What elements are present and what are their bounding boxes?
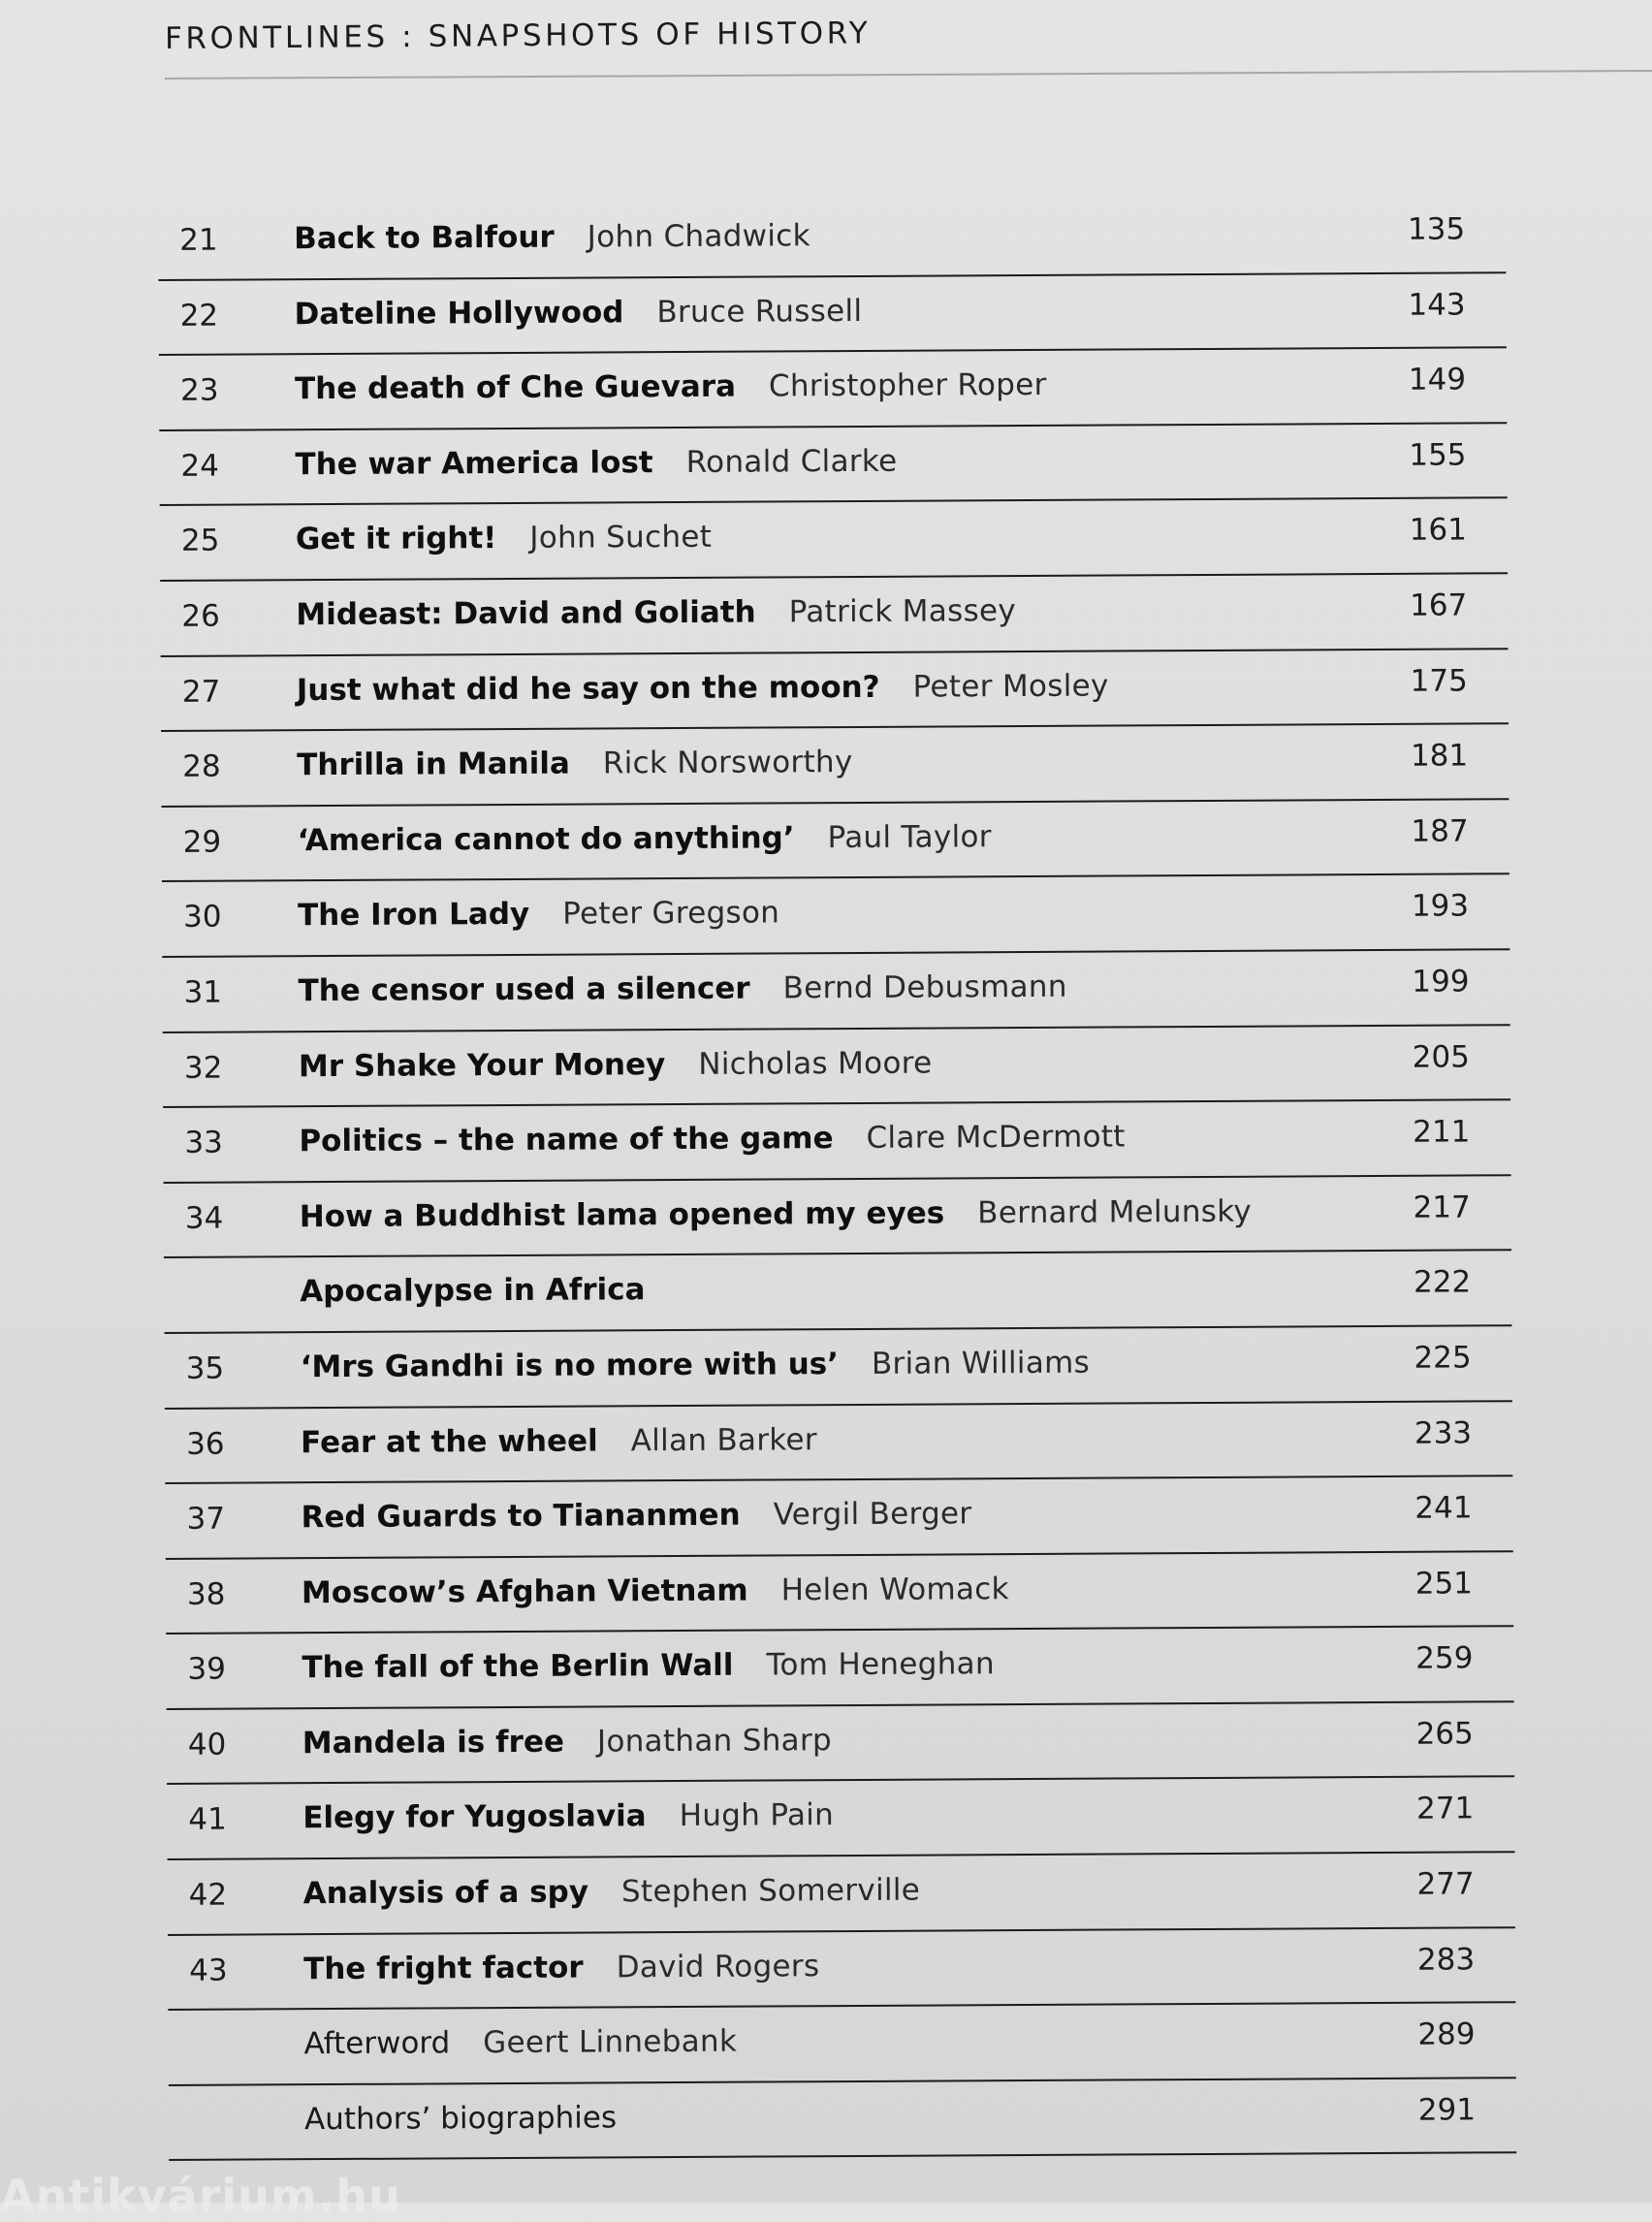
chapter-author: Geert Linnebank <box>483 2024 737 2060</box>
chapter-author: Patrick Massey <box>789 593 1017 629</box>
page-number: 175 <box>1410 663 1467 698</box>
toc-entry <box>298 896 779 934</box>
toc-entry <box>296 520 712 556</box>
chapter-author: Vergil Berger <box>774 1496 972 1532</box>
toc-row <box>168 1853 1515 1935</box>
chapter-author: Hugh Pain <box>680 1798 835 1834</box>
page-number: 155 <box>1409 437 1466 472</box>
toc-row <box>164 1176 1511 1258</box>
chapter-title: Just what did he say on the moon? <box>297 669 880 707</box>
table-of-contents <box>158 198 1516 2161</box>
toc-entry <box>295 294 863 332</box>
chapter-title: Politics – the name of the game <box>299 1121 833 1159</box>
toc-row <box>165 1402 1512 1484</box>
chapter-author: Brian Williams <box>872 1346 1090 1381</box>
toc-entry <box>304 2100 617 2137</box>
chapter-title: Mideast: David and Goliath <box>296 595 756 633</box>
chapter-number: 38 <box>187 1576 255 1611</box>
chapter-title: Dateline Hollywood <box>295 295 624 332</box>
chapter-author: Stephen Somerville <box>621 1873 920 1910</box>
chapter-title: Afterword <box>303 2026 450 2062</box>
chapter-author: David Rogers <box>617 1949 820 1984</box>
chapter-author: Rick Norsworthy <box>603 745 853 780</box>
chapter-title: Thrilla in Manila <box>297 746 570 783</box>
chapter-author: Christopher Roper <box>769 367 1047 404</box>
page-number: 265 <box>1416 1716 1474 1751</box>
chapter-number: 21 <box>179 222 247 257</box>
header-rule <box>165 70 1652 79</box>
page-number: 181 <box>1411 739 1468 774</box>
chapter-number: 43 <box>189 1952 257 1987</box>
toc-entry <box>300 1273 645 1310</box>
chapter-title: The censor used a silencer <box>298 971 749 1009</box>
page-number: 161 <box>1410 513 1467 548</box>
page-number: 225 <box>1414 1340 1471 1375</box>
chapter-author: Jonathan Sharp <box>597 1723 832 1759</box>
chapter-number: 22 <box>180 298 248 333</box>
toc-row <box>169 2079 1516 2161</box>
toc-row <box>167 1778 1514 1860</box>
chapter-author: Peter Gregson <box>562 896 779 932</box>
page-number: 222 <box>1414 1265 1471 1300</box>
toc-row <box>160 574 1508 656</box>
toc-row <box>162 950 1509 1032</box>
chapter-title: The war America lost <box>295 445 652 482</box>
toc-entry <box>297 745 853 782</box>
toc-entry <box>294 218 810 256</box>
page-number: 167 <box>1410 587 1467 622</box>
toc-entry <box>299 1045 933 1084</box>
chapter-number: 34 <box>185 1200 253 1235</box>
chapter-author: Helen Womack <box>781 1571 1009 1607</box>
chapter-author: Tom Heneghan <box>766 1646 995 1682</box>
chapter-title: Moscow’s Afghan Vietnam <box>302 1572 748 1610</box>
chapter-number: 26 <box>181 598 249 633</box>
toc-entry <box>298 969 1066 1008</box>
chapter-title: Mandela is free <box>302 1725 564 1762</box>
page-number: 289 <box>1417 2017 1475 2052</box>
toc-row <box>158 273 1506 356</box>
chapter-author: Bernd Debusmann <box>782 969 1066 1006</box>
page-number: 205 <box>1413 1039 1470 1074</box>
chapter-title: Elegy for Yugoslavia <box>302 1799 647 1836</box>
chapter-title: Red Guards to Tiananmen <box>301 1498 740 1536</box>
toc-row <box>160 499 1508 582</box>
page-number: 187 <box>1411 813 1468 848</box>
chapter-author: Nicholas Moore <box>698 1045 932 1081</box>
chapter-author: Paul Taylor <box>827 819 991 855</box>
chapter-author: Peter Mosley <box>913 668 1109 704</box>
page-number: 277 <box>1416 1867 1474 1902</box>
page-number: 211 <box>1413 1115 1470 1150</box>
toc-entry <box>295 444 897 482</box>
chapter-author: Bruce Russell <box>656 294 862 330</box>
page-number: 143 <box>1408 287 1465 322</box>
toc-entry <box>303 2024 737 2061</box>
chapter-title: ‘Mrs Gandhi is no more with us’ <box>301 1347 839 1384</box>
chapter-number: 31 <box>183 974 251 1009</box>
chapter-author: Bernard Melunsky <box>977 1193 1252 1230</box>
chapter-title: Mr Shake Your Money <box>299 1047 666 1084</box>
chapter-number: 32 <box>184 1050 252 1085</box>
page-number: 241 <box>1414 1491 1472 1526</box>
chapter-author: John Chadwick <box>588 218 810 254</box>
toc-row <box>159 424 1507 506</box>
chapter-number: 41 <box>188 1802 256 1837</box>
chapter-number: 35 <box>186 1350 254 1385</box>
toc-entry <box>299 1120 1126 1159</box>
toc-row <box>164 1252 1511 1334</box>
page-number: 271 <box>1416 1792 1474 1826</box>
toc-row <box>163 1100 1510 1183</box>
toc-entry <box>297 668 1109 708</box>
toc-row <box>167 1702 1514 1785</box>
toc-row <box>168 1928 1515 2011</box>
chapter-author: Clare McDermott <box>866 1120 1125 1156</box>
toc-row <box>168 2003 1515 2085</box>
chapter-number: 37 <box>186 1502 254 1537</box>
chapter-title: Get it right! <box>296 521 497 556</box>
chapter-author: Ronald Clarke <box>686 444 898 480</box>
page-number: 217 <box>1414 1190 1471 1224</box>
chapter-title: Authors’ biographies <box>304 2100 617 2137</box>
toc-entry <box>301 1346 1091 1385</box>
chapter-number: 42 <box>189 1878 257 1913</box>
chapter-number: 29 <box>183 824 251 859</box>
chapter-title: How a Buddhist lama opened my eyes <box>300 1195 945 1234</box>
toc-entry <box>301 1422 817 1460</box>
toc-row <box>162 875 1509 958</box>
toc-entry <box>302 1723 832 1761</box>
toc-entry <box>302 1571 1009 1610</box>
chapter-number: 27 <box>182 674 250 709</box>
toc-row <box>166 1552 1513 1635</box>
toc-entry <box>301 1496 971 1535</box>
chapter-author: John Suchet <box>529 520 712 556</box>
page-number: 291 <box>1418 2092 1476 2127</box>
page-number: 251 <box>1415 1566 1473 1601</box>
chapter-title: Fear at the wheel <box>301 1423 598 1460</box>
chapter-title: Analysis of a spy <box>303 1875 588 1912</box>
running-head: FRONTLINES : SNAPSHOTS OF HISTORY <box>165 16 872 56</box>
page-number: 259 <box>1415 1641 1473 1676</box>
toc-row <box>159 348 1507 430</box>
watermark: Antikvárium.hu <box>0 2170 401 2222</box>
chapter-title: ‘America cannot do anything’ <box>298 820 795 858</box>
chapter-number: 33 <box>184 1126 252 1160</box>
chapter-number: 23 <box>180 373 248 408</box>
toc-entry <box>302 1798 834 1836</box>
page-number: 233 <box>1414 1415 1472 1450</box>
page-number: 149 <box>1409 363 1466 397</box>
page-number: 199 <box>1412 964 1469 999</box>
toc-entry <box>300 1193 1252 1233</box>
chapter-title: The fall of the Berlin Wall <box>302 1648 733 1685</box>
page-number: 283 <box>1417 1942 1475 1977</box>
toc-row <box>163 1026 1510 1108</box>
toc-entry <box>303 1949 819 1986</box>
chapter-number: 40 <box>188 1727 256 1762</box>
toc-entry <box>298 819 992 858</box>
toc-row <box>161 800 1509 882</box>
chapter-title: The Iron Lady <box>298 897 529 933</box>
chapter-number: 39 <box>187 1652 255 1687</box>
chapter-number: 24 <box>180 448 248 483</box>
chapter-title: The fright factor <box>303 1950 584 1986</box>
toc-row <box>158 198 1506 280</box>
page-number: 135 <box>1408 211 1465 246</box>
chapter-title: Apocalypse in Africa <box>300 1273 645 1310</box>
chapter-number: 25 <box>181 524 249 558</box>
chapter-number: 30 <box>183 900 251 935</box>
chapter-title: Back to Balfour <box>294 220 555 256</box>
toc-entry <box>295 367 1047 406</box>
toc-row <box>165 1326 1512 1409</box>
toc-entry <box>303 1873 921 1912</box>
toc-row <box>161 724 1509 807</box>
toc-row <box>165 1476 1512 1559</box>
chapter-number: 36 <box>186 1426 254 1461</box>
chapter-number: 28 <box>182 749 250 784</box>
chapter-title: The death of Che Guevara <box>295 369 736 407</box>
toc-row <box>166 1627 1513 1709</box>
toc-entry <box>302 1646 995 1685</box>
page-number: 193 <box>1412 889 1469 924</box>
chapter-author: Allan Barker <box>631 1422 817 1458</box>
toc-entry <box>296 593 1016 632</box>
toc-row <box>161 650 1509 732</box>
